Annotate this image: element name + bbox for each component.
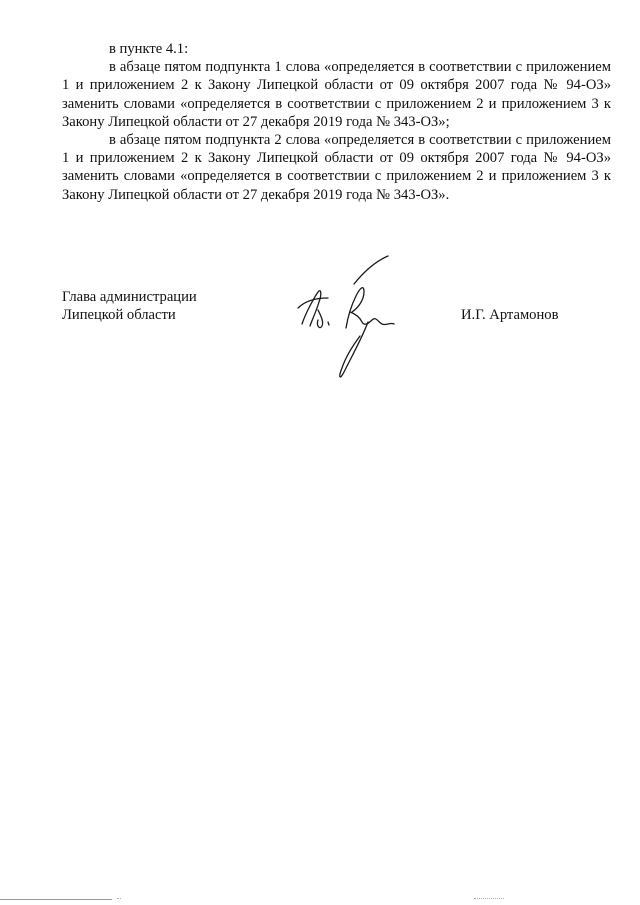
handwritten-signature	[288, 252, 408, 382]
paragraph-subitem-2: в абзаце пятом подпункта 2 слова «определяется в соответствии с приложением 1 и приложением 2 к Закону Липецкой области от 09 октября 2007 года № 94-ОЗ» заменить словами «определяется в соответствии с приложением 2 и приложением 3 к Закону Липецкой области от 27 декабря 2019 года № 343-ОЗ».	[62, 132, 611, 203]
signatory-title	[62, 288, 262, 324]
document-body	[62, 40, 611, 204]
paragraph-intro: в пункте 4.1:	[109, 41, 189, 57]
footer-divider	[0, 899, 112, 900]
signatory-title-line-1: Глава администрации	[62, 289, 197, 305]
signatory-title-line-2: Липецкой области	[62, 307, 176, 324]
footer-mark	[117, 898, 121, 899]
paragraph-subitem-1: в абзаце пятом подпункта 1 слова «определяется в соответствии с приложением 1 и приложением 2 к Закону Липецкой области от 09 октября 2007 года № 94-ОЗ» заменить словами «определяется в соответствии с приложением 2 и приложением 3 к Закону Липецкой области от 27 декабря 2019 года № 343-ОЗ»;	[62, 59, 611, 130]
signatory-name: И.Г. Артамонов	[461, 307, 559, 323]
footer-mark	[474, 898, 504, 899]
